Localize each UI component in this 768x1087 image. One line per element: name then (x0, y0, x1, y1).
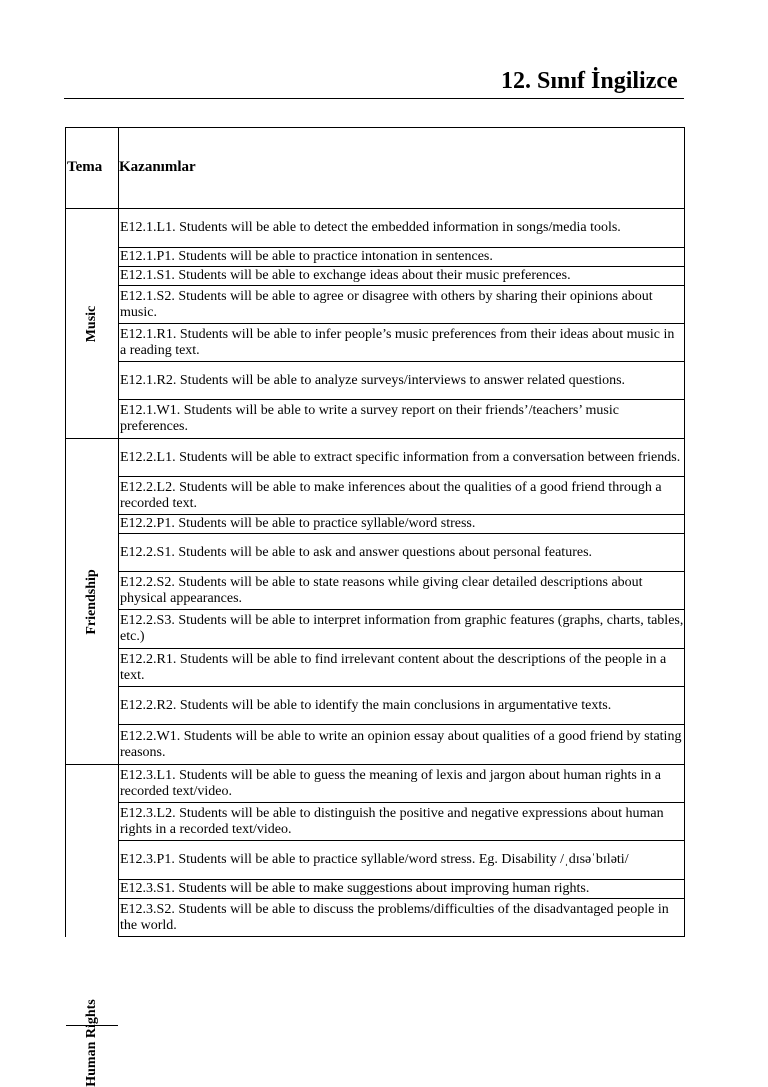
outcome-row: E12.1.R1. Students will be able to infer people’s music preferences from their ideas about music in a reading text. (119, 324, 684, 362)
outcome-row: E12.1.W1. Students will be able to write a survey report on their friends’/teachers’ music preferences. (119, 400, 684, 439)
table-header (66, 128, 684, 209)
page-header (64, 64, 684, 99)
outcome-row: E12.3.S2. Students will be able to discuss the problems/difficulties of the disadvantaged people in the world. (119, 899, 684, 937)
page-title: 12. Sınıf İngilizce (501, 68, 678, 94)
outcome-row: E12.2.R1. Students will be able to find irrelevant content about the descriptions of the people in a text. (119, 649, 684, 687)
header-tema: Tema (67, 159, 103, 175)
outcome-row: E12.3.L1. Students will be able to guess the meaning of lexis and jargon about human rights in a recorded text/video. (119, 765, 684, 803)
outcome-row: E12.3.L2. Students will be able to distinguish the positive and negative expressions about human rights in a recorded text/video. (119, 803, 684, 841)
outcomes-table (65, 127, 685, 1087)
theme-cell-human-rights (66, 765, 118, 1087)
outcome-row: E12.2.L2. Students will be able to make inferences about the qualities of a good friend through a recorded text. (119, 477, 684, 515)
outcome-row: E12.3.P1. Students will be able to practice syllable/word stress. Eg. Disability /ˌdɪsəˈbɪləti/ (119, 841, 684, 880)
outcome-row: E12.2.P1. Students will be able to practice syllable/word stress. (119, 515, 684, 534)
outcome-row: E12.1.P1. Students will be able to practice intonation in sentences. (119, 248, 684, 267)
outcome-row: E12.1.S1. Students will be able to exchange ideas about their music preferences. (119, 267, 684, 286)
theme-label-friendship: Friendship (84, 568, 99, 635)
theme-cell-music (66, 209, 118, 439)
outcome-row: E12.3.S1. Students will be able to make suggestions about improving human rights. (119, 880, 684, 899)
theme-label-music: Music (84, 305, 99, 342)
outcome-row: E12.2.R2. Students will be able to identify the main conclusions in argumentative texts. (119, 687, 684, 725)
outcome-row: E12.1.R2. Students will be able to analyze surveys/interviews to answer related questions. (119, 362, 684, 400)
outcome-row: E12.2.L1. Students will be able to extract specific information from a conversation between friends. (119, 439, 684, 477)
outcome-row: E12.1.S2. Students will be able to agree or disagree with others by sharing their opinions about music. (119, 286, 684, 324)
outcome-row: E12.2.W1. Students will be able to write an opinion essay about qualities of a good friend by stating reasons. (119, 725, 684, 765)
outcome-row: E12.1.L1. Students will be able to detect the embedded information in songs/media tools. (119, 209, 684, 248)
outcome-row: E12.2.S2. Students will be able to state reasons while giving clear detailed descriptions about physical appearances. (119, 572, 684, 610)
theme-cell-friendship (66, 439, 118, 765)
header-kazanimlar: Kazanımlar (119, 159, 196, 175)
outcome-row: E12.2.S1. Students will be able to ask and answer questions about personal features. (119, 534, 684, 572)
outcome-row: E12.2.S3. Students will be able to interpret information from graphic features (graphs, charts, tables, etc.) (119, 610, 684, 649)
theme-label-human-rights: Human Rights (84, 999, 99, 1087)
